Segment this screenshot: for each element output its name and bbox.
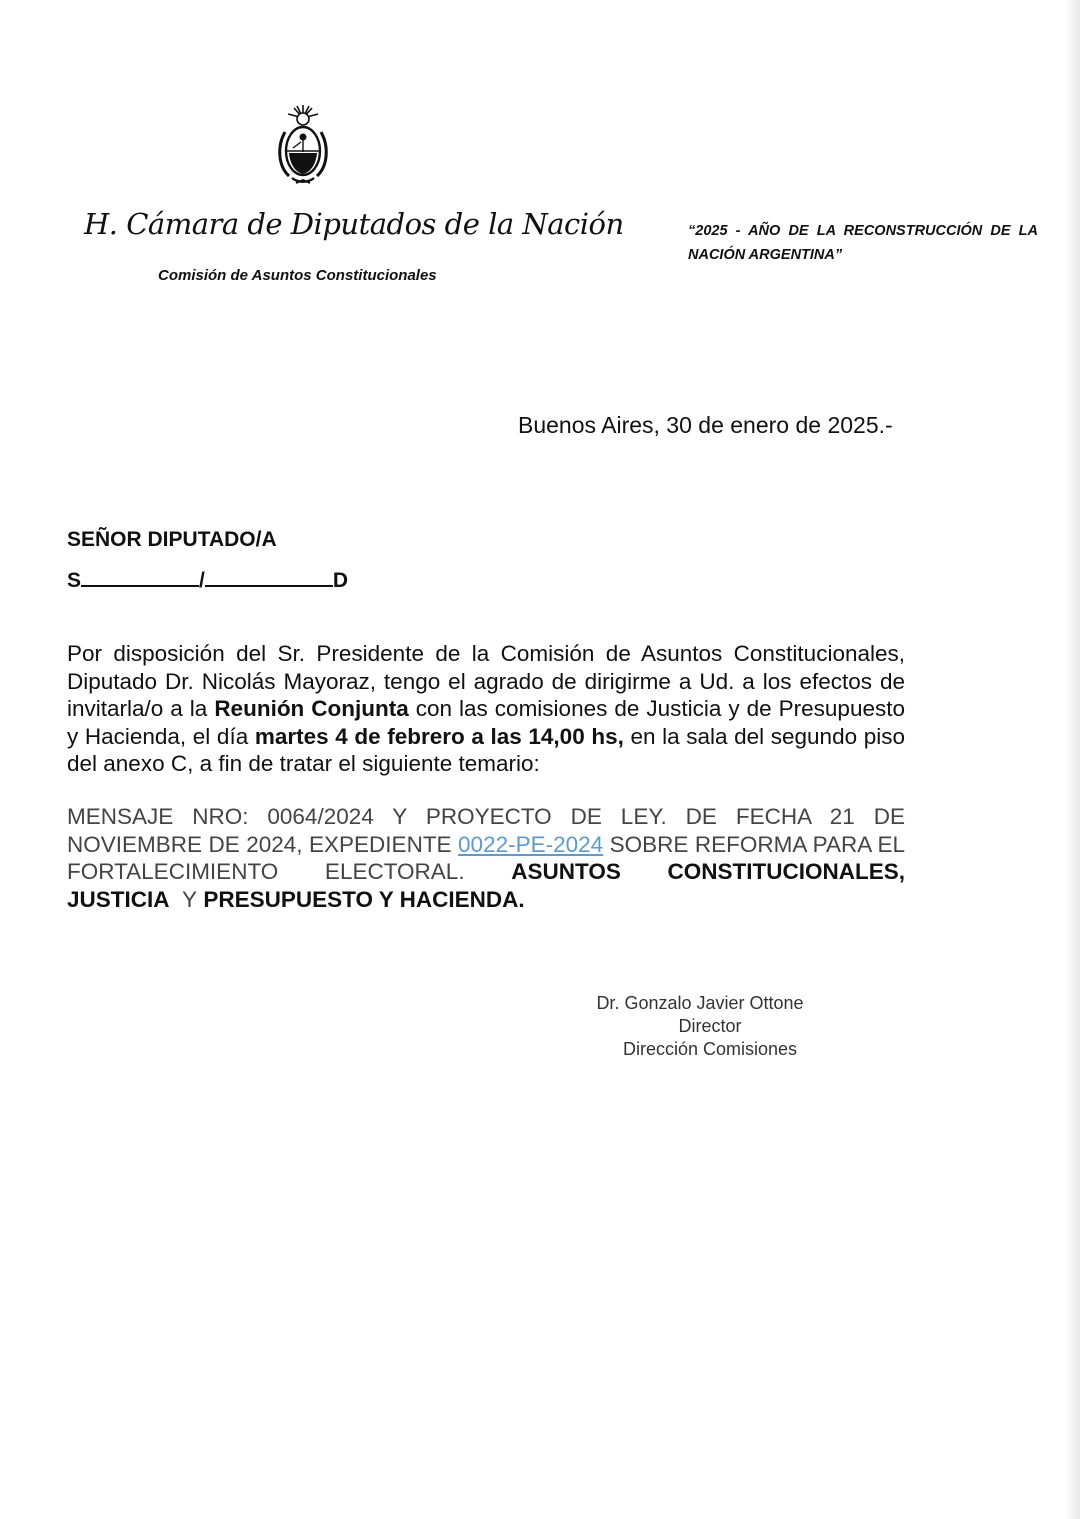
agenda-connector: Y: [182, 886, 198, 912]
agenda-text-2: SOBRE REFORMA PARA EL FORTALECIMIENTO ELECTORAL.: [67, 831, 905, 884]
page-edge-shadow: [1064, 0, 1080, 1519]
address-end: D: [332, 569, 349, 592]
signer-department: Dirección Comisiones: [622, 1039, 798, 1059]
letter-body: [67, 640, 905, 778]
meeting-date: martes 4 de febrero a las 14,00 hs,: [254, 723, 624, 749]
meeting-type: Reunión Conjunta: [214, 696, 409, 721]
signer-title: Director: [678, 1016, 742, 1036]
letter-date: Buenos Aires, 30 de enero de 2025.-: [518, 412, 893, 438]
address-blank-1: [81, 565, 199, 587]
body-text-part-3: en la sala del segundo piso del anexo C, a fin de tratar el siguiente temario:: [67, 723, 905, 776]
national-coat-of-arms-icon: [272, 102, 334, 188]
agenda-text-1: MENSAJE NRO: 0064/2024 Y PROYECTO DE LEY. DE FECHA 21 DE NOVIEMBRE DE 2024, EXPEDIENTE: [67, 804, 905, 857]
signature-block: [560, 992, 860, 1061]
body-text-part-1: Por disposición del Sr. Presidente de la Comisión de Asuntos Constitucionales, Diputado Dr. Nicolás Mayoraz, tengo el agrado de dirigirme a Ud. a los efectos de invitarla/o a la: [67, 641, 905, 721]
address-line: [67, 565, 348, 593]
address-blank-2: [205, 565, 333, 587]
year-motto: “2025 - AÑO DE LA RECONSTRUCCIÓN DE LA NACIÓN ARGENTINA”: [688, 223, 1038, 263]
signer-name: Dr. Gonzalo Javier Ottone: [596, 993, 804, 1013]
address-middle: /: [199, 569, 205, 592]
commission-name: Comisión de Asuntos Constitucionales: [158, 267, 437, 284]
agenda-committees-b: PRESUPUESTO Y HACIENDA.: [203, 886, 525, 912]
address-start: S: [67, 569, 82, 592]
expediente-link[interactable]: 0022-PE-2024: [458, 831, 604, 857]
agenda-committees-a: ASUNTOS CONSTITUCIONALES, JUSTICIA: [67, 859, 905, 912]
salutation: SEÑOR DIPUTADO/A: [67, 528, 277, 551]
chamber-name: H. Cámara de Diputados de la Nación: [84, 207, 624, 241]
body-text-part-2: con las comisiones de Justicia y de Presupuesto y Hacienda, el día: [67, 696, 905, 749]
agenda: [67, 803, 905, 913]
